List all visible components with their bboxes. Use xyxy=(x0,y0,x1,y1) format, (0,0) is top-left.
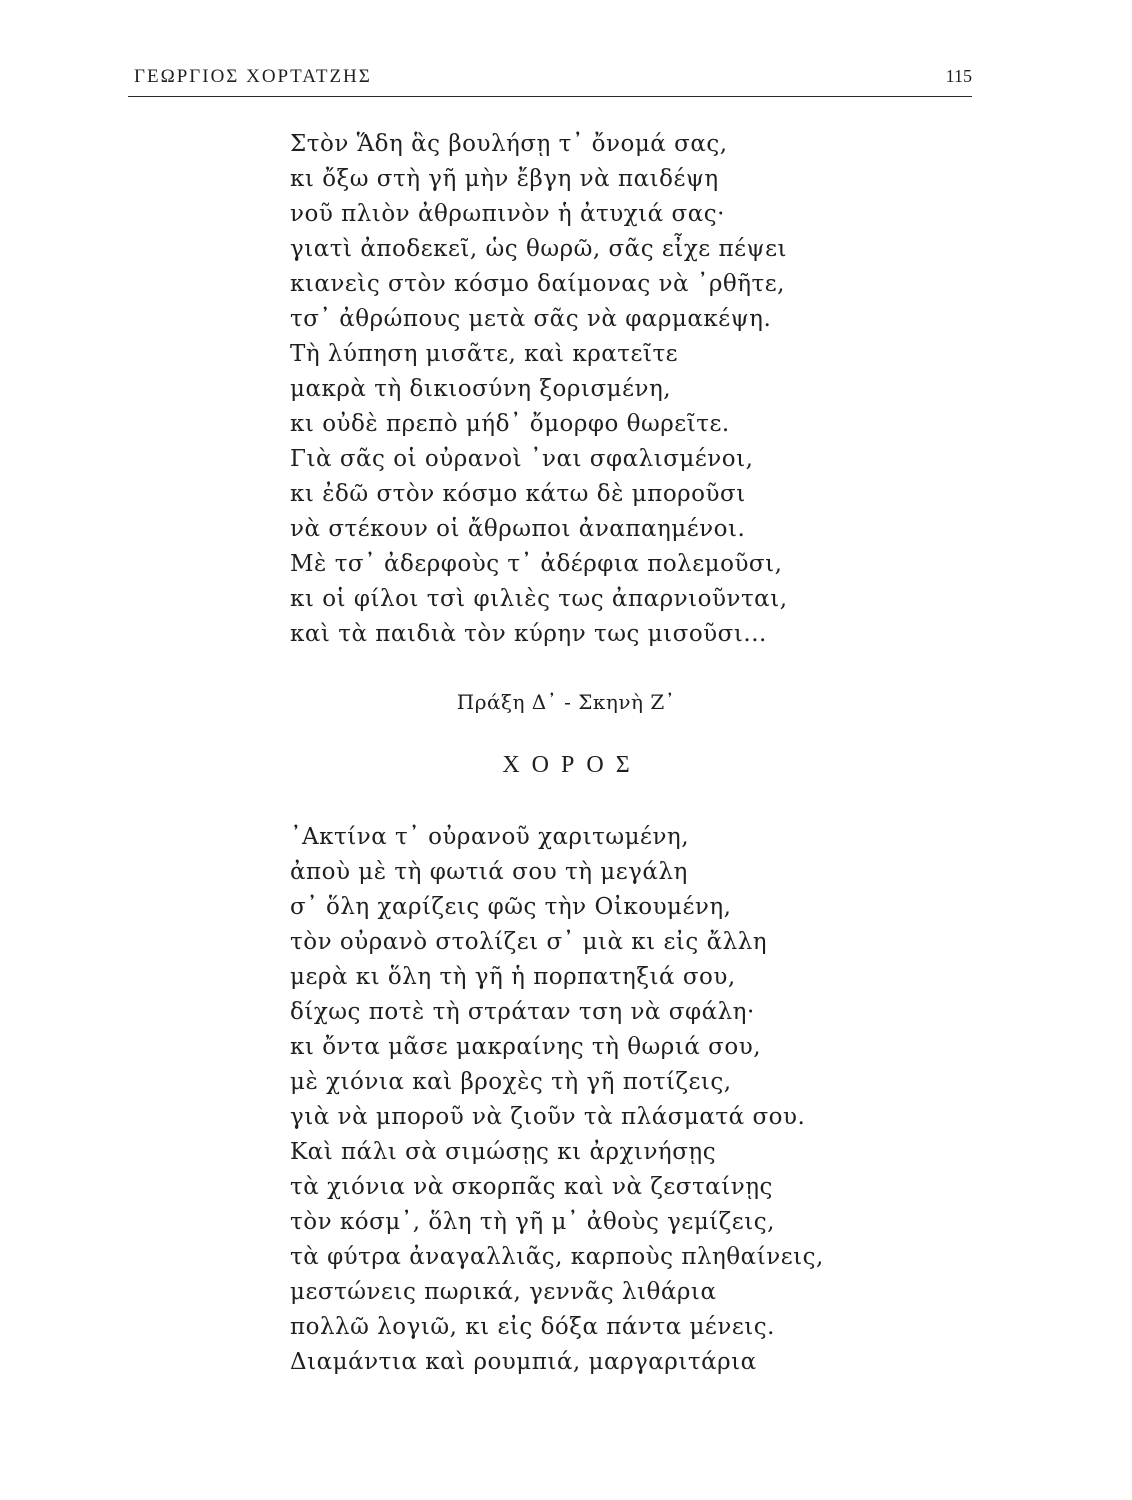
verse-line: Διαμάντια καὶ ρουμπιά, μαργαριτάρια xyxy=(290,1349,757,1375)
verse-line: Μὲ τσ᾿ ἀδερφοὺς τ᾿ ἀδέρφια πολεμοῦσι, xyxy=(290,551,783,577)
verse-line: κι ἐδῶ στὸν κόσμο κάτω δὲ μποροῦσι xyxy=(290,481,746,507)
verse-line: τσ᾿ ἀθρώπους μετὰ σᾶς νὰ φαρμακέψη. xyxy=(290,306,772,332)
verse-line: καὶ τὰ παιδιὰ τὸν κύρην τως μισοῦσι... xyxy=(290,621,767,647)
verse-line: κι ὄξω στὴ γῆ μὴν ἔβγη νὰ παιδέψη xyxy=(290,166,719,192)
verse-line: Καὶ πάλι σὰ σιμώσῃς κι ἀρχινήσῃς xyxy=(290,1139,717,1165)
verse-line: Τὴ λύπηση μισᾶτε, καὶ κρατεῖτε xyxy=(290,341,679,367)
verse-line: τὰ χιόνια νὰ σκορπᾶς καὶ νὰ ζεσταίνῃς xyxy=(290,1174,773,1200)
verse-line: τὸν κόσμ᾿, ὅλη τὴ γῆ μ᾿ ἀθοὺς γεμίζεις, xyxy=(290,1209,775,1235)
verse-line: δίχως ποτὲ τὴ στράταν τση νὰ σφάλη· xyxy=(290,999,755,1025)
verse-line: μερὰ κι ὅλη τὴ γῆ ἡ πορπατηξιά σου, xyxy=(290,964,736,990)
verse-line: ἀποὺ μὲ τὴ φωτιά σου τὴ μεγάλη xyxy=(290,859,688,885)
verse-line: σ᾿ ὅλη χαρίζεις φῶς τὴν Οἰκουμένη, xyxy=(290,894,732,920)
chorus-heading: ΧΟΡΟΣ xyxy=(502,752,642,778)
verse-line: τὸν οὐρανὸ στολίζει σ᾿ μιὰ κι εἰς ἄλλη xyxy=(290,929,768,955)
verse-line: Γιὰ σᾶς οἱ οὐρανοὶ ᾿ναι σφαλισμένοι, xyxy=(290,446,754,472)
verse-line: μακρὰ τὴ δικιοσύνη ξορισμένη, xyxy=(290,376,672,402)
verse-line: μὲ χιόνια καὶ βροχὲς τὴ γῆ ποτίζεις, xyxy=(290,1069,732,1095)
verse-line: Στὸν Ἅδη ἃς βουλήσῃ τ᾿ ὄνομά σας, xyxy=(290,131,728,157)
running-header xyxy=(128,60,972,97)
page-number: 115 xyxy=(945,66,972,86)
verse-passage-2 xyxy=(290,820,824,1380)
verse-line: πολλῶ λογιῶ, κι εἰς δόξα πάντα μένεις. xyxy=(290,1314,775,1340)
verse-line: νὰ στέκουν οἱ ἄθρωποι ἀναπαημένοι. xyxy=(290,516,746,542)
verse-line: μεστώνεις πωρικά, γεννᾶς λιθάρια xyxy=(290,1279,717,1305)
verse-line: γιατὶ ἀποδεκεῖ, ὡς θωρῶ, σᾶς εἶχε πέψει xyxy=(290,236,788,262)
verse-line: τὰ φύτρα ἀναγαλλιᾶς, καρποὺς πληθαίνεις, xyxy=(290,1244,824,1270)
verse-line: κι οὐδὲ πρεπὸ μήδ᾿ ὄμορφο θωρεῖτε. xyxy=(290,411,730,437)
verse-line: γιὰ νὰ μποροῦ νὰ ζιοῦν τὰ πλάσματά σου. xyxy=(290,1104,806,1130)
verse-passage-1 xyxy=(290,127,788,652)
verse-line: ᾿Ακτίνα τ᾿ οὐρανοῦ χαριτωμένη, xyxy=(290,824,690,850)
verse-line: κι οἱ φίλοι τσὶ φιλιὲς τως ἀπαρνιοῦνται, xyxy=(290,586,788,612)
scene-heading: Πράξη Δ᾿ - Σκηνὴ Ζ᾿ xyxy=(456,690,676,714)
verse-line: νοῦ πλιὸν ἀθρωπινὸν ἡ ἀτυχιά σας· xyxy=(290,201,725,227)
header-author: ΓΕΩΡΓΙΟΣ ΧΟΡΤΑΤΖΗΣ xyxy=(134,66,372,87)
verse-line: κι ὄντα μᾶσε μακραίνης τὴ θωριά σου, xyxy=(290,1034,762,1060)
verse-line: κιανεὶς στὸν κόσμο δαίμονας νὰ ᾿ρθῆτε, xyxy=(290,271,785,297)
